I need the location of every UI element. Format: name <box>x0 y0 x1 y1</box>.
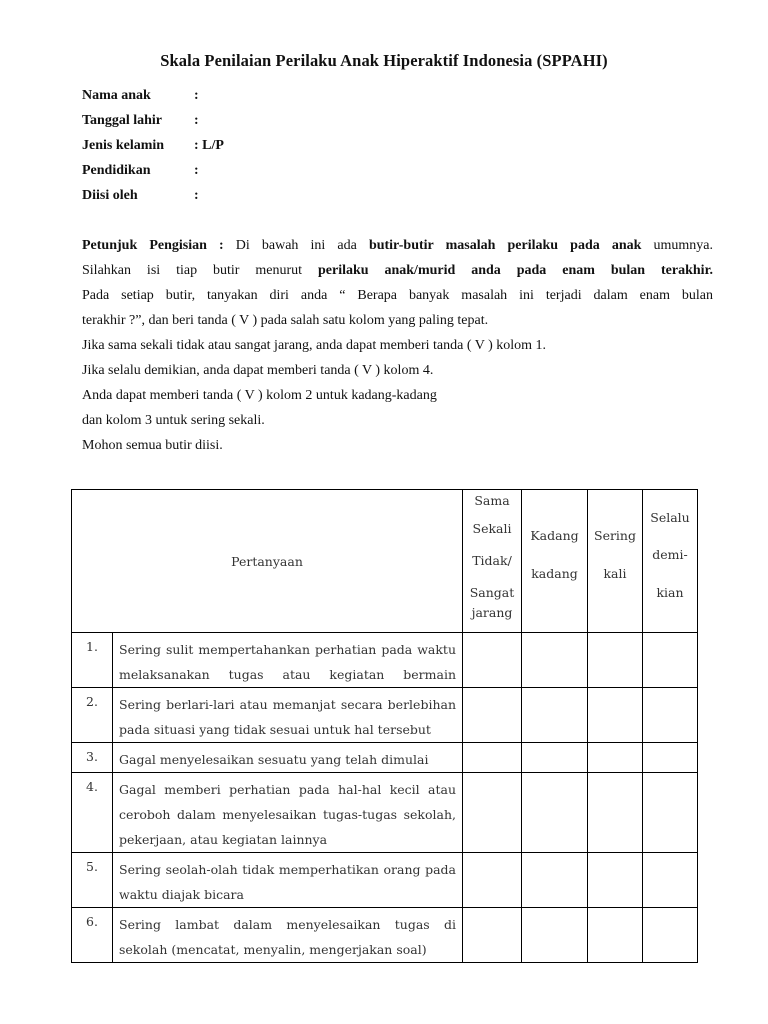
instruction-line: Anda dapat memberi tanda ( V ) kolom 2 untuk kadang-kadang <box>82 388 437 403</box>
header-text: jarang <box>471 605 513 620</box>
table-header-row <box>72 490 698 633</box>
header-text: Sekali <box>472 521 512 536</box>
answer-cell-2[interactable] <box>522 688 588 743</box>
answer-cell-2[interactable] <box>522 773 588 853</box>
row-number: 2. <box>72 688 113 743</box>
instruction-line <box>82 258 713 283</box>
header-sering <box>588 490 643 633</box>
header-kadang <box>522 490 588 633</box>
answer-cell-4[interactable] <box>643 908 698 963</box>
field-value: : <box>194 188 199 203</box>
table-row <box>72 633 698 688</box>
instructions <box>82 233 713 458</box>
answer-cell-4[interactable] <box>643 773 698 853</box>
instruction-line: terakhir ?”, dan beri tanda ( V ) pada salah satu kolom yang paling tepat. <box>82 313 489 328</box>
table-row <box>72 908 698 963</box>
answer-cell-1[interactable] <box>463 853 522 908</box>
field-value: : L/P <box>194 138 224 153</box>
table-row <box>72 853 698 908</box>
header-text: kian <box>656 585 684 600</box>
header-selalu <box>643 490 698 633</box>
field-label: Pendidikan <box>82 163 151 178</box>
field-label: Diisi oleh <box>82 188 138 203</box>
header-text: Tidak/ <box>472 553 512 568</box>
answer-cell-4[interactable] <box>643 688 698 743</box>
table-row <box>72 688 698 743</box>
field-label: Tanggal lahir <box>82 113 163 128</box>
table-row <box>72 773 698 853</box>
row-number: 3. <box>72 743 113 773</box>
answer-cell-2[interactable] <box>522 743 588 773</box>
answer-cell-3[interactable] <box>588 688 643 743</box>
answer-cell-1[interactable] <box>463 688 522 743</box>
field-value: : <box>194 163 199 178</box>
instruction-line: Jika selalu demikian, anda dapat memberi tanda ( V ) kolom 4. <box>82 363 434 378</box>
instruction-heading: Petunjuk Pengisian : <box>82 238 224 253</box>
header-text: kadang <box>531 566 578 581</box>
header-sama-sekali <box>463 490 522 633</box>
row-number: 5. <box>72 853 113 908</box>
page-title: Skala Penilaian Perilaku Anak Hiperaktif Indonesia (SPPAHI) <box>160 51 608 70</box>
header-text: kali <box>603 566 627 581</box>
header-text: Sangat <box>469 585 515 600</box>
table-row <box>72 743 698 773</box>
header-text: Sering <box>594 528 636 543</box>
instruction-emphasis: perilaku anak/murid anda pada enam bulan terakhir. <box>317 263 713 278</box>
answer-cell-3[interactable] <box>588 743 643 773</box>
instruction-line: Mohon semua butir diisi. <box>82 438 223 453</box>
field-value: : <box>194 113 199 128</box>
instruction-text: umumnya. <box>641 238 714 253</box>
instruction-text: Di bawah ini ada <box>223 238 369 253</box>
answer-cell-3[interactable] <box>588 853 643 908</box>
header-text: demi- <box>652 547 688 562</box>
header-pertanyaan: Pertanyaan <box>72 490 463 633</box>
rating-table <box>71 489 698 963</box>
answer-cell-2[interactable] <box>522 908 588 963</box>
instruction-line: Jika sama sekali tidak atau sangat jarang, anda dapat memberi tanda ( V ) kolom 1. <box>82 338 547 353</box>
answer-cell-3[interactable] <box>588 773 643 853</box>
row-number: 6. <box>72 908 113 963</box>
row-number: 4. <box>72 773 113 853</box>
answer-cell-3[interactable] <box>588 908 643 963</box>
answer-cell-4[interactable] <box>643 633 698 688</box>
field-label: Nama anak <box>82 88 151 103</box>
answer-cell-4[interactable] <box>643 853 698 908</box>
answer-cell-4[interactable] <box>643 743 698 773</box>
header-text: Kadang <box>530 528 579 543</box>
answer-cell-1[interactable] <box>463 908 522 963</box>
answer-cell-2[interactable] <box>522 853 588 908</box>
question-text: Sering lambat dalam menyelesaikan tugas di sekolah (mencatat, menyalin, mengerjakan soal) <box>113 908 463 963</box>
answer-cell-1[interactable] <box>463 743 522 773</box>
question-text: Sering berlari-lari atau memanjat secara berlebihan pada situasi yang tidak sesuai untuk hal tersebut <box>113 688 463 743</box>
row-number: 1. <box>72 633 113 688</box>
question-text: Gagal menyelesaikan sesuatu yang telah dimulai <box>113 743 463 773</box>
instruction-text: Silahkan isi tiap butir menurut <box>82 263 318 278</box>
header-text: Selalu <box>650 510 690 525</box>
field-label: Jenis kelamin <box>82 138 165 153</box>
field-value: : <box>194 88 199 103</box>
question-text: Sering seolah-olah tidak memperhatikan orang pada waktu diajak bicara <box>113 853 463 908</box>
answer-cell-3[interactable] <box>588 633 643 688</box>
instruction-line <box>82 233 713 258</box>
question-text: Sering sulit mempertahankan perhatian pada waktu melaksanakan tugas atau kegiatan bermain <box>113 633 463 688</box>
answer-cell-1[interactable] <box>463 633 522 688</box>
answer-cell-1[interactable] <box>463 773 522 853</box>
answer-cell-2[interactable] <box>522 633 588 688</box>
question-text: Gagal memberi perhatian pada hal-hal kecil atau ceroboh dalam menyelesaikan tugas-tugas sekolah, pekerjaan, atau kegiatan lainnya <box>113 773 463 853</box>
instruction-line: dan kolom 3 untuk sering sekali. <box>82 413 265 428</box>
instruction-emphasis: butir-butir masalah perilaku pada anak <box>368 238 642 253</box>
header-text: Sama <box>474 493 510 508</box>
instruction-line: Pada setiap butir, tanyakan diri anda “ Berapa banyak masalah ini terjadi dalam enam bulan <box>82 288 713 303</box>
